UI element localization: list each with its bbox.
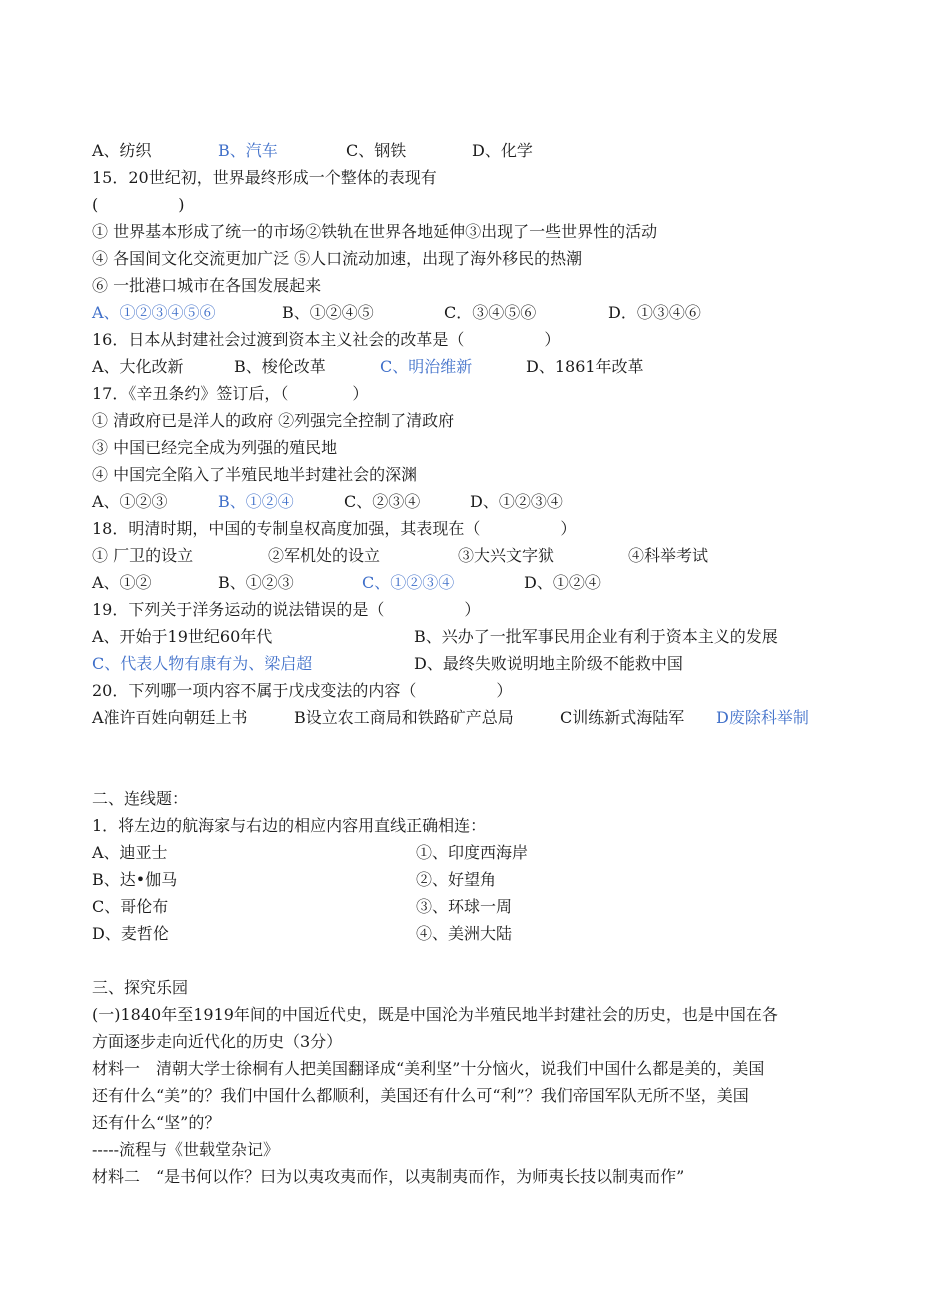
- q17-option-a: A、①②③: [92, 492, 168, 511]
- q15-option-a-answer: A、①②③④⑤⑥: [92, 303, 216, 322]
- q16-option-b: B、梭伦改革: [234, 357, 326, 376]
- document-page: [92, 137, 892, 1190]
- q17-option-d: D、①②③④: [470, 492, 563, 511]
- q18-option-b: B、①②③: [218, 573, 294, 592]
- q16-option-c-answer: C、明治维新: [380, 357, 473, 376]
- material-1-line-1: 材料一 清朝大学士徐桐有人把美国翻译成“美利坚”十分恼火，说我们中国什么都是美的，美国: [92, 1059, 765, 1078]
- q18-option-c-answer: C、①②③④: [362, 573, 455, 592]
- q15-option-c: C．③④⑤⑥: [444, 303, 537, 322]
- q16-option-a: A、大化改新: [92, 357, 184, 376]
- q15-options: [92, 299, 892, 326]
- navigator-c: C、哥伦布: [92, 897, 169, 916]
- material-1-source: -----流程与《世载堂杂记》: [92, 1140, 280, 1159]
- q18-options: [92, 569, 892, 596]
- section-gap-small: [92, 947, 892, 974]
- q19-option-a: A、开始于19世纪60年代: [92, 627, 273, 646]
- navigator-a: A、迪亚士: [92, 843, 168, 862]
- q19-options-row-2: [92, 650, 892, 677]
- section-3-intro-line-2: 方面逐步走向近代化的历史（3分）: [92, 1032, 343, 1051]
- q17-option-b-answer: B、①②④: [218, 492, 294, 511]
- q17-item-3: ④ 中国完全陷入了半殖民地半封建社会的深渊: [92, 465, 418, 484]
- q19-options-row-1: [92, 623, 892, 650]
- q15-option-b: B、①②④⑤: [282, 303, 374, 322]
- q17-option-c: C、②③④: [344, 492, 421, 511]
- q20-stem: 20．下列哪一项内容不属于戊戌变法的内容（ ）: [92, 681, 513, 700]
- q15-item-3: ⑥ 一批港口城市在各国发展起来: [92, 276, 322, 295]
- destination-1: ①、印度西海岸: [416, 843, 529, 862]
- q19-option-d: D、最终失败说明地主阶级不能救中国: [414, 654, 683, 673]
- q18-option-a: A、①②: [92, 573, 152, 592]
- q18-stem: 18．明清时期，中国的专制皇权高度加强，其表现在（ ）: [92, 519, 577, 538]
- material-2-line-1: 材料二 “是书何以作？曰为以夷攻夷而作，以夷制夷而作，为师夷长技以制夷而作”: [92, 1167, 685, 1186]
- section-2-title: 二、连线题：: [92, 789, 189, 808]
- navigator-d: D、麦哲伦: [92, 924, 169, 943]
- q18-item-d: ④科举考试: [628, 546, 709, 565]
- q14-option-b-answer: B、汽车: [218, 141, 278, 160]
- destination-2: ②、好望角: [416, 870, 497, 889]
- section-3-title: 三、探究乐园: [92, 978, 189, 997]
- q18-item-a: ① 厂卫的设立: [92, 546, 194, 565]
- q17-options: [92, 488, 892, 515]
- matching-row-3: [92, 893, 892, 920]
- q15-option-d: D．①③④⑥: [608, 303, 701, 322]
- q17-item-1: ① 清政府已是洋人的政府 ②列强完全控制了清政府: [92, 411, 455, 430]
- navigator-b: B、达•伽马: [92, 870, 178, 889]
- q18-item-c: ③大兴文字狱: [458, 546, 555, 565]
- section-gap: [92, 731, 892, 785]
- q16-options: [92, 353, 892, 380]
- destination-3: ③、环球一周: [416, 897, 513, 916]
- q20-option-a: A准许百姓向朝廷上书: [92, 708, 248, 727]
- q14-option-c: C、钢铁: [346, 141, 407, 160]
- q19-option-c-answer: C、代表人物有康有为、梁启超: [92, 654, 313, 673]
- q18-option-d: D、①②④: [524, 573, 601, 592]
- destination-4: ④、美洲大陆: [416, 924, 513, 943]
- matching-row-4: [92, 920, 892, 947]
- section-3-intro-line-1: (一)1840年至1919年间的中国近代史，既是中国沦为半殖民地半封建社会的历史，也是中国在各: [92, 1005, 778, 1024]
- material-1-line-3: 还有什么“坚”的？: [92, 1113, 221, 1132]
- q14-option-a: A、纺织: [92, 141, 152, 160]
- q19-option-b: B、兴办了一批军事民用企业有利于资本主义的发展: [414, 627, 778, 646]
- q20-option-b: B设立农工商局和铁路矿产总局: [294, 708, 514, 727]
- matching-row-2: [92, 866, 892, 893]
- q15-stem: 15．20世纪初，世界最终形成一个整体的表现有: [92, 168, 437, 187]
- q17-stem: 17．《辛丑条约》签订后，（ ）: [92, 384, 369, 403]
- q17-item-2: ③ 中国已经完全成为列强的殖民地: [92, 438, 338, 457]
- q19-stem: 19．下列关于洋务运动的说法错误的是（ ）: [92, 600, 481, 619]
- q15-item-1: ① 世界基本形成了统一的市场②铁轨在世界各地延伸③出现了一些世界性的活动: [92, 222, 658, 241]
- q16-stem: 16．日本从封建社会过渡到资本主义社会的改革是（ ）: [92, 330, 561, 349]
- q20-option-d-answer: D废除科举制: [716, 708, 809, 727]
- q18-items: [92, 542, 892, 569]
- q18-item-b: ②军机处的设立: [268, 546, 381, 565]
- material-1-line-2: 还有什么“美”的？我们中国什么都顺利，美国还有什么可“利”？我们帝国军队无所不坚，美国: [92, 1086, 749, 1105]
- q15-blank: ( ): [92, 195, 185, 214]
- q14-options: [92, 137, 892, 164]
- q16-option-d: D、1861年改革: [526, 357, 644, 376]
- q20-option-c: C训练新式海陆军: [560, 708, 685, 727]
- q20-options: [92, 704, 892, 731]
- section-2-q1-stem: 1．将左边的航海家与右边的相应内容用直线正确相连：: [92, 816, 487, 835]
- q14-option-d: D、化学: [472, 141, 533, 160]
- q15-item-2: ④ 各国间文化交流更加广泛 ⑤人口流动加速，出现了海外移民的热潮: [92, 249, 583, 268]
- matching-row-1: [92, 839, 892, 866]
